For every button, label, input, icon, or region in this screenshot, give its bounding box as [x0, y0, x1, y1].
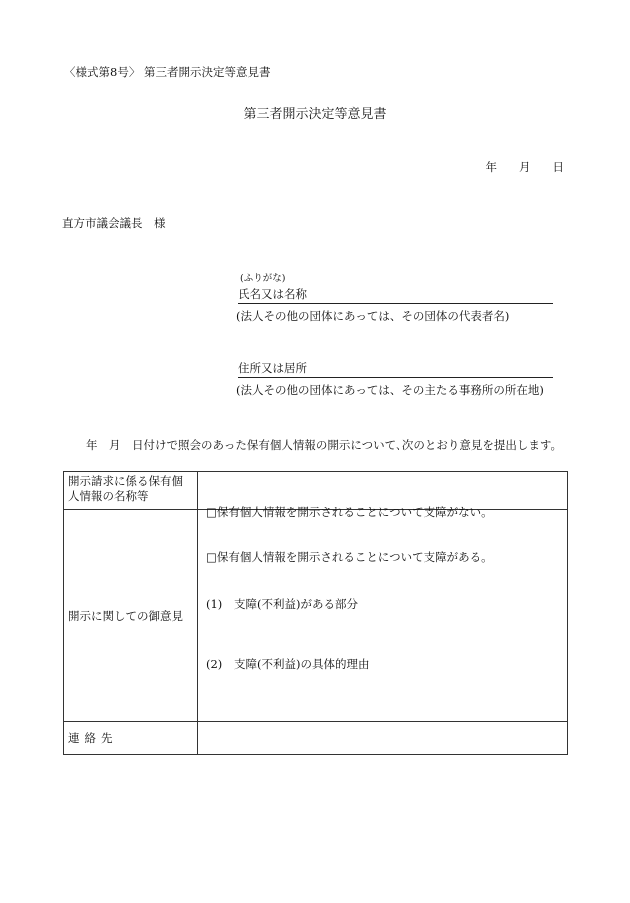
name-note: (法人その他の団体にあっては、その団体の代表者名) — [236, 309, 510, 323]
address-note: (法人その他の団体にあっては、その主たる事務所の所在地) — [236, 383, 544, 397]
opinion-label-cell — [64, 510, 198, 722]
sub-item-1-number: (1) — [206, 597, 223, 611]
sub-item-1 — [206, 596, 358, 612]
sub-item-2-number: (2) — [206, 657, 223, 671]
addressee: 直方市議会議長 様 — [62, 216, 166, 230]
option-no-objection-checkbox[interactable]: □保有個人情報を開示されることについて支障がない。 — [206, 505, 493, 519]
date-year-label: 年 — [485, 160, 497, 174]
info-name-label: 開示請求に係る保有個人情報の名称等 — [68, 474, 183, 503]
name-label: 氏名又は名称 — [238, 287, 307, 301]
contact-label: 連絡先 — [68, 731, 118, 745]
contact-input-cell[interactable] — [198, 722, 568, 755]
date-line — [486, 159, 565, 175]
opinion-label: 開示に関しての御意見 — [68, 608, 183, 623]
address-label: 住所又は居所 — [238, 361, 307, 375]
furigana-label: (ふりがな) — [240, 273, 286, 284]
info-name-label-cell — [64, 472, 198, 510]
table-row — [64, 510, 568, 722]
contact-label-cell — [64, 722, 198, 755]
sub-item-1-text: 支障(不利益)がある部分 — [234, 597, 358, 611]
option-objection-checkbox[interactable]: □保有個人情報を開示されることについて支障がある。 — [206, 550, 493, 564]
date-day-label: 日 — [552, 160, 564, 174]
form-number: 〈様式第8号〉 第三者開示決定等意見書 — [64, 65, 271, 79]
table-row — [64, 722, 568, 755]
sub-item-2 — [206, 656, 369, 672]
intro-text: 年 月 日付けで照会のあった保有個人情報の開示について､次のとおり意見を提出します。 — [86, 438, 562, 452]
opinion-input-cell[interactable] — [198, 510, 568, 722]
page-title: 第三者開示決定等意見書 — [243, 107, 387, 122]
date-month-label: 月 — [519, 160, 531, 174]
sub-item-2-text: 支障(不利益)の具体的理由 — [234, 657, 370, 671]
name-field[interactable] — [238, 287, 553, 304]
address-field[interactable] — [238, 361, 553, 378]
